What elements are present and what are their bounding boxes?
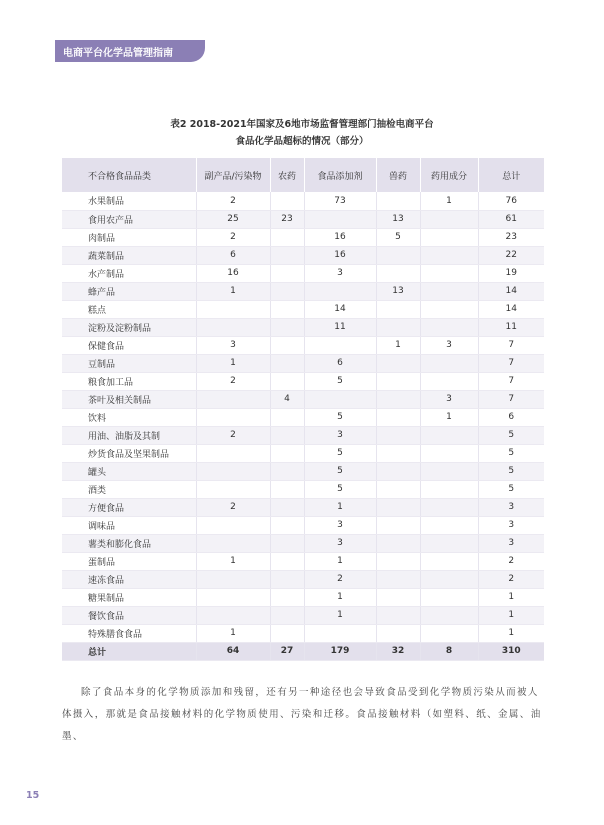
table-cell: 7 bbox=[478, 336, 544, 354]
table-cell: 16 bbox=[304, 228, 376, 246]
table-cell: 73 bbox=[304, 192, 376, 210]
table-cell bbox=[420, 588, 478, 606]
table-cell bbox=[420, 462, 478, 480]
column-header: 总计 bbox=[502, 171, 521, 182]
table-cell: 3 bbox=[478, 534, 544, 552]
table-row bbox=[62, 606, 544, 624]
row-category-cell: 糕点 bbox=[62, 300, 196, 318]
table-row bbox=[62, 570, 544, 588]
table-cell bbox=[196, 462, 270, 480]
table-body bbox=[62, 192, 544, 660]
total-cell: 27 bbox=[270, 642, 304, 660]
table-cell: 2 bbox=[196, 498, 270, 516]
table-cell: 2 bbox=[196, 228, 270, 246]
table-cell bbox=[376, 408, 420, 426]
table-row bbox=[62, 318, 544, 336]
table-cell: 6 bbox=[304, 354, 376, 372]
table-row bbox=[62, 354, 544, 372]
table-cell bbox=[270, 570, 304, 588]
table-cell bbox=[376, 192, 420, 210]
table-cell: 2 bbox=[196, 372, 270, 390]
table-cell: 3 bbox=[478, 516, 544, 534]
row-category-cell: 豆制品 bbox=[62, 354, 196, 372]
table-cell bbox=[376, 444, 420, 462]
table-cell: 14 bbox=[478, 300, 544, 318]
table-cell bbox=[420, 606, 478, 624]
table-cell: 1 bbox=[196, 552, 270, 570]
table-cell: 7 bbox=[478, 390, 544, 408]
table-cell: 13 bbox=[376, 282, 420, 300]
table-cell bbox=[376, 588, 420, 606]
table-row bbox=[62, 498, 544, 516]
table-row bbox=[62, 300, 544, 318]
table-cell bbox=[270, 480, 304, 498]
table-cell bbox=[270, 624, 304, 642]
table-cell bbox=[270, 336, 304, 354]
table-cell bbox=[420, 372, 478, 390]
column-header: 副产品/污染物 bbox=[196, 158, 270, 192]
row-category-cell: 粮食加工品 bbox=[62, 372, 196, 390]
table-cell: 2 bbox=[478, 552, 544, 570]
table-cell bbox=[270, 534, 304, 552]
table-cell bbox=[270, 228, 304, 246]
body-paragraph: 除了食品本身的化学物质添加和残留，还有另一种途径也会导致食品受到化学物质污染从而被人体摄入，那就是食品接触材料的化学物质使用、污染和迁移。食品接触材料（如塑料、纸、金属、油墨、 bbox=[62, 687, 542, 742]
table-row bbox=[62, 372, 544, 390]
table-cell: 61 bbox=[478, 210, 544, 228]
table-cell: 3 bbox=[304, 264, 376, 282]
table-cell: 5 bbox=[304, 462, 376, 480]
table-cell: 11 bbox=[478, 318, 544, 336]
row-category-cell: 用油、油脂及其制 bbox=[62, 426, 196, 444]
table-cell bbox=[420, 498, 478, 516]
table-cell: 5 bbox=[304, 372, 376, 390]
table-cell: 2 bbox=[196, 192, 270, 210]
table-cell bbox=[270, 552, 304, 570]
table-row bbox=[62, 444, 544, 462]
table-cell bbox=[270, 282, 304, 300]
total-label-cell: 总计 bbox=[62, 642, 196, 660]
table-cell: 14 bbox=[478, 282, 544, 300]
table-cell bbox=[196, 390, 270, 408]
column-header: 食品添加剂 bbox=[304, 158, 376, 192]
table-cell bbox=[420, 570, 478, 588]
table-cell: 1 bbox=[478, 588, 544, 606]
table-cell: 13 bbox=[376, 210, 420, 228]
table-row bbox=[62, 210, 544, 228]
table-cell: 4 bbox=[270, 390, 304, 408]
table-cell: 14 bbox=[304, 300, 376, 318]
table-cell bbox=[420, 552, 478, 570]
table-cell: 5 bbox=[304, 408, 376, 426]
table-cell bbox=[196, 300, 270, 318]
table-cell bbox=[270, 192, 304, 210]
table-cell bbox=[270, 354, 304, 372]
row-category-cell: 特殊膳食食品 bbox=[62, 624, 196, 642]
table-cell bbox=[420, 300, 478, 318]
table-title-line-1: 表2 2018-2021年国家及6地市场监督管理部门抽检电商平台 bbox=[170, 119, 434, 130]
table-cell bbox=[270, 318, 304, 336]
table-row bbox=[62, 624, 544, 642]
table-cell bbox=[376, 246, 420, 264]
table-row bbox=[62, 426, 544, 444]
table-cell bbox=[196, 516, 270, 534]
table-cell: 1 bbox=[304, 606, 376, 624]
table-cell bbox=[196, 606, 270, 624]
table-row bbox=[62, 336, 544, 354]
table-cell: 1 bbox=[304, 498, 376, 516]
table-cell bbox=[196, 444, 270, 462]
table-cell bbox=[270, 372, 304, 390]
row-category-cell: 调味品 bbox=[62, 516, 196, 534]
column-header: 药用成分 bbox=[420, 158, 478, 192]
table-cell bbox=[376, 552, 420, 570]
table-cell bbox=[420, 246, 478, 264]
table-cell bbox=[420, 426, 478, 444]
table-cell: 2 bbox=[196, 426, 270, 444]
table-cell bbox=[376, 534, 420, 552]
table-cell: 23 bbox=[478, 228, 544, 246]
table-cell: 1 bbox=[196, 624, 270, 642]
table-cell bbox=[376, 624, 420, 642]
table-cell bbox=[270, 246, 304, 264]
table-cell bbox=[420, 624, 478, 642]
table-cell: 7 bbox=[478, 354, 544, 372]
table-cell bbox=[196, 318, 270, 336]
row-category-cell: 肉制品 bbox=[62, 228, 196, 246]
table-cell: 1 bbox=[420, 408, 478, 426]
row-category-cell: 糖果制品 bbox=[62, 588, 196, 606]
table-cell: 1 bbox=[304, 552, 376, 570]
table-cell bbox=[420, 210, 478, 228]
table-cell: 7 bbox=[478, 372, 544, 390]
table-cell bbox=[376, 570, 420, 588]
table-cell: 1 bbox=[478, 624, 544, 642]
table-row bbox=[62, 408, 544, 426]
total-cell: 32 bbox=[376, 642, 420, 660]
table-cell bbox=[270, 444, 304, 462]
table-cell bbox=[304, 210, 376, 228]
table-cell: 6 bbox=[196, 246, 270, 264]
table-cell bbox=[196, 534, 270, 552]
table-cell bbox=[376, 498, 420, 516]
table-cell: 1 bbox=[304, 588, 376, 606]
chapter-header-tab bbox=[55, 40, 205, 62]
table-cell bbox=[420, 534, 478, 552]
table-cell: 5 bbox=[478, 444, 544, 462]
table-cell: 3 bbox=[304, 426, 376, 444]
row-category-cell: 保健食品 bbox=[62, 336, 196, 354]
table-cell: 3 bbox=[304, 534, 376, 552]
table-cell bbox=[270, 462, 304, 480]
table-cell bbox=[304, 282, 376, 300]
table-cell bbox=[270, 498, 304, 516]
row-category-cell: 茶叶及相关制品 bbox=[62, 390, 196, 408]
table-cell bbox=[270, 606, 304, 624]
table-cell bbox=[304, 336, 376, 354]
table-cell: 1 bbox=[420, 192, 478, 210]
total-cell: 8 bbox=[420, 642, 478, 660]
table-cell: 16 bbox=[304, 246, 376, 264]
table-cell bbox=[376, 462, 420, 480]
table-cell bbox=[376, 372, 420, 390]
table-cell bbox=[376, 264, 420, 282]
row-category-cell: 蛋制品 bbox=[62, 552, 196, 570]
table-cell: 3 bbox=[420, 336, 478, 354]
table-cell bbox=[196, 570, 270, 588]
page-number: 15 bbox=[26, 790, 40, 801]
table-cell bbox=[196, 408, 270, 426]
table-cell: 11 bbox=[304, 318, 376, 336]
table-row bbox=[62, 462, 544, 480]
table-cell bbox=[420, 282, 478, 300]
table-cell bbox=[376, 390, 420, 408]
table-cell bbox=[376, 426, 420, 444]
table-cell bbox=[376, 300, 420, 318]
row-category-cell: 食用农产品 bbox=[62, 210, 196, 228]
row-category-cell: 淀粉及淀粉制品 bbox=[62, 318, 196, 336]
row-category-cell: 薯类和膨化食品 bbox=[62, 534, 196, 552]
total-row bbox=[62, 642, 544, 660]
table-cell bbox=[420, 228, 478, 246]
table-cell bbox=[376, 354, 420, 372]
table-cell: 3 bbox=[478, 498, 544, 516]
table-cell: 5 bbox=[478, 480, 544, 498]
row-category-cell: 酒类 bbox=[62, 480, 196, 498]
table-cell: 1 bbox=[376, 336, 420, 354]
table-cell bbox=[376, 516, 420, 534]
table-row bbox=[62, 480, 544, 498]
table-row bbox=[62, 282, 544, 300]
table-cell: 2 bbox=[304, 570, 376, 588]
table-row bbox=[62, 192, 544, 210]
table-cell: 5 bbox=[304, 444, 376, 462]
table-cell: 5 bbox=[376, 228, 420, 246]
table-cell: 1 bbox=[478, 606, 544, 624]
table-cell: 1 bbox=[196, 354, 270, 372]
table-cell: 5 bbox=[304, 480, 376, 498]
table-cell bbox=[420, 318, 478, 336]
table-cell bbox=[420, 516, 478, 534]
row-category-cell: 炒货食品及坚果制品 bbox=[62, 444, 196, 462]
table-cell: 19 bbox=[478, 264, 544, 282]
table-cell: 2 bbox=[478, 570, 544, 588]
table-row bbox=[62, 552, 544, 570]
column-header: 不合格食品品类 bbox=[62, 158, 196, 192]
table-row bbox=[62, 228, 544, 246]
total-cell: 179 bbox=[304, 642, 376, 660]
document-list-icon bbox=[238, 43, 252, 59]
table-cell bbox=[270, 588, 304, 606]
table-row bbox=[62, 390, 544, 408]
table-cell: 6 bbox=[478, 408, 544, 426]
table-cell: 5 bbox=[478, 426, 544, 444]
table-cell: 3 bbox=[196, 336, 270, 354]
table-cell bbox=[270, 408, 304, 426]
row-category-cell: 水产制品 bbox=[62, 264, 196, 282]
row-category-cell: 水果制品 bbox=[62, 192, 196, 210]
table-row bbox=[62, 264, 544, 282]
table-header bbox=[62, 158, 544, 192]
table-cell: 16 bbox=[196, 264, 270, 282]
table-cell bbox=[376, 318, 420, 336]
row-category-cell: 餐饮食品 bbox=[62, 606, 196, 624]
table-cell bbox=[420, 480, 478, 498]
table-cell bbox=[196, 588, 270, 606]
table-cell bbox=[304, 624, 376, 642]
table-cell bbox=[270, 516, 304, 534]
table-row bbox=[62, 588, 544, 606]
table-cell: 76 bbox=[478, 192, 544, 210]
table-cell bbox=[420, 444, 478, 462]
table-cell bbox=[196, 480, 270, 498]
table-title-line-2: 食品化学品超标的情况（部分） bbox=[235, 136, 369, 147]
table-cell bbox=[270, 300, 304, 318]
total-cell: 64 bbox=[196, 642, 270, 660]
table-cell: 3 bbox=[420, 390, 478, 408]
table-row bbox=[62, 246, 544, 264]
table-cell bbox=[376, 606, 420, 624]
column-header: 兽药 bbox=[376, 158, 420, 192]
row-category-cell: 饮料 bbox=[62, 408, 196, 426]
table-cell bbox=[376, 480, 420, 498]
row-category-cell: 罐头 bbox=[62, 462, 196, 480]
chemical-exceedance-table bbox=[62, 158, 544, 661]
table-cell bbox=[304, 390, 376, 408]
chapter-header-label: 电商平台化学品管理指南 bbox=[63, 48, 173, 59]
table-cell bbox=[420, 264, 478, 282]
row-category-cell: 蜂产品 bbox=[62, 282, 196, 300]
table-cell bbox=[270, 426, 304, 444]
table-cell bbox=[420, 354, 478, 372]
row-category-cell: 方便食品 bbox=[62, 498, 196, 516]
table-cell: 23 bbox=[270, 210, 304, 228]
table-cell: 22 bbox=[478, 246, 544, 264]
table-cell: 5 bbox=[478, 462, 544, 480]
table-cell: 3 bbox=[304, 516, 376, 534]
table-row bbox=[62, 516, 544, 534]
table-cell bbox=[270, 264, 304, 282]
row-category-cell: 速冻食品 bbox=[62, 570, 196, 588]
table-row bbox=[62, 534, 544, 552]
row-category-cell: 蔬菜制品 bbox=[62, 246, 196, 264]
table-cell: 25 bbox=[196, 210, 270, 228]
column-header: 农药 bbox=[270, 158, 304, 192]
table-cell: 1 bbox=[196, 282, 270, 300]
total-cell: 310 bbox=[478, 642, 544, 660]
